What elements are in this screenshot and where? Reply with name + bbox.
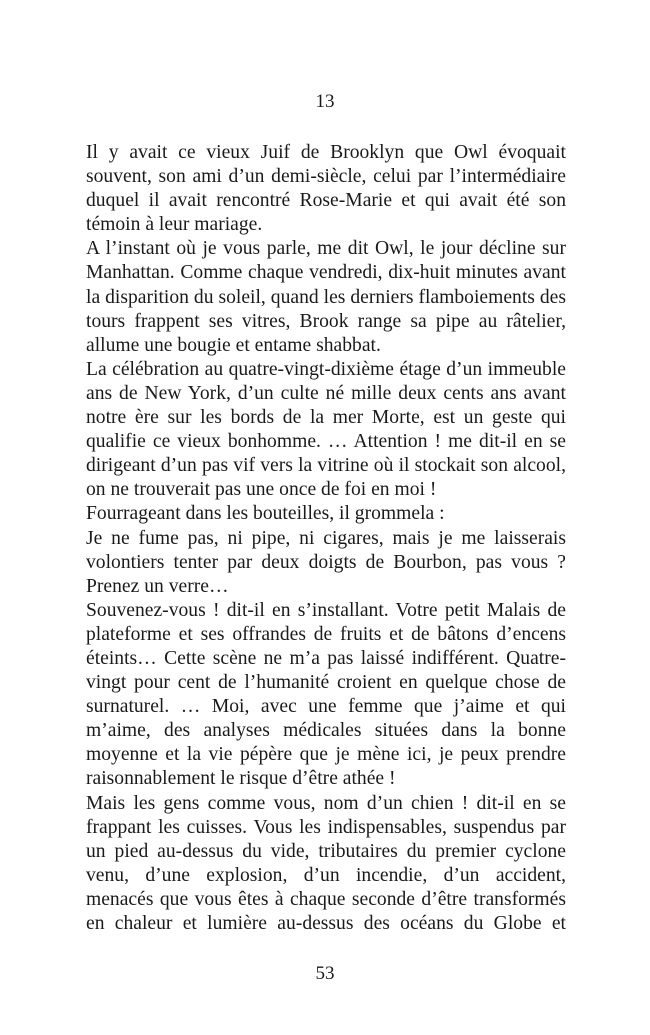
- paragraph: A l’instant où je vous parle, me dit Owl, le jour décline sur Manhattan. Comme chaque vendredi, dix-huit minutes avant la disparition du soleil, quand les derniers flamboiements des tours frappent ses vitres, Brook range sa pipe au râtelier, allume une bougie et entame shabbat.: [86, 238, 566, 356]
- page-number: 53: [315, 963, 335, 984]
- paragraph: Souvenez-vous ! dit-il en s’installant. Votre petit Malais de plateforme et ses offrandes de fruits et de bâtons d’encens éteints… Cette scène ne m’a pas laissé indifférent. Quatre-vingt pour cent de l’humanité croient en quelque chose de surnaturel. … Moi, avec une femme que j’aime et qui m’aime, des analyses médicales situées dans la bonne moyenne et la vie pépère que je mène ici, je peux prendre raisonnablement le risque d’être athée !: [86, 599, 566, 790]
- paragraph: Fourrageant dans les bouteilles, il grommela :: [86, 503, 445, 525]
- chapter-number: 13: [315, 91, 335, 112]
- paragraph: Il y avait ce vieux Juif de Brooklyn que Owl évoquait souvent, son ami d’un demi-siècle, celui par l’intermédiaire duquel il avait rencontré Rose-Marie et qui avait été son témoin à leur mariage.: [86, 142, 566, 236]
- body-text: [86, 141, 566, 936]
- paragraph: Je ne fume pas, ni pipe, ni cigares, mais je me laisserais volontiers tenter par deux doigts de Bourbon, pas vous ? Prenez un verre…: [86, 527, 566, 597]
- paragraph: La célébration au quatre-vingt-dixième étage d’un immeuble ans de New York, d’un culte né mille deux cents ans avant notre ère sur les bords de la mer Morte, est un geste qui qualifie ce vieux bonhomme. … Attention ! me dit-il en se dirigeant d’un pas vif vers la vitrine où il stockait son alcool, on ne trouverait pas une once de foi en moi !: [86, 358, 566, 501]
- paragraph: Mais les gens comme vous, nom d’un chien ! dit-il en se frappant les cuisses. Vous les indispensables, suspendus par un pied au-dessus du vide, tributaires du premier cyclone venu, d’une explosion, d’un incendie, d’un accident, menacés que vous êtes à chaque seconde d’être transformés en chaleur et lumière au-dessus des océans du Globe et: [86, 792, 566, 934]
